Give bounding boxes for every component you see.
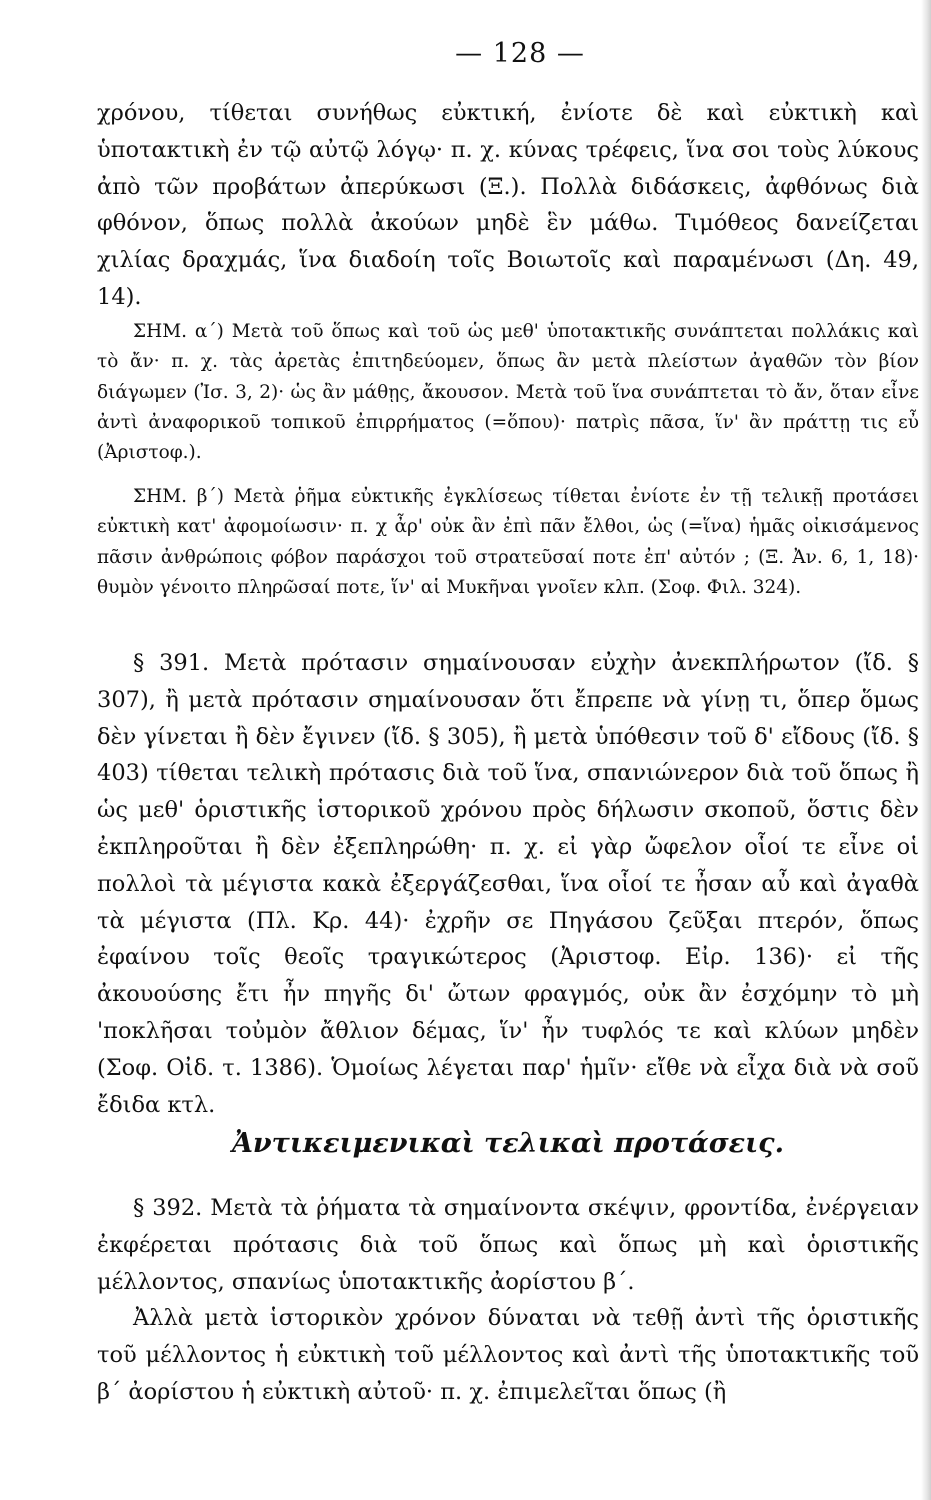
- section-392-continuation: Ἀλλὰ μετὰ ἱστορικὸν χρόνον δύναται νὰ τεθῇ ἀντὶ τῆς ὁριστικῆς τοῦ μέλλοντος ἡ εὐκτικὴ τοῦ μέλλοντος καὶ ἀντὶ τῆς ὑποτακτικῆς τοῦ β΄ ἀορίστου ἡ εὐκτικὴ αὐτοῦ· π. χ. ἐπιμελεῖται ὅπως (ἢ: [97, 1305, 919, 1405]
- section-391: [97, 645, 919, 1123]
- section-392: [97, 1190, 919, 1411]
- paragraph-continuation: [97, 95, 919, 316]
- paragraph-text: χρόνου, τίθεται συνήθως εὐκτική, ἐνίοτε δὲ καὶ εὐκτικὴ καὶ ὑποτακτικὴ ἐν τῷ αὐτῷ λόγῳ· π. χ. κύνας τρέφεις, ἵνα σοι τοὺς λύκους ἀπὸ τῶν προβάτων ἀπερύκωσι (Ξ.). Πολλὰ διδάσκεις, ἀφθόνως διὰ φθόνον, ὅπως πολλὰ ἀκούων μηδὲ ἓν μάθω. Τιμόθεος δανείζεται χιλίας δραχμάς, ἵνα διαδοίη τοῖς Βοιωτοῖς καὶ παραμένωσι (Δη. 49, 14).: [97, 100, 919, 310]
- section-heading: Ἀντικειμενικαὶ τελικαὶ προτάσεις.: [231, 1128, 785, 1159]
- note-alpha: [97, 317, 919, 468]
- page-edge-shadow: [921, 0, 931, 1500]
- page-number: — 128 —: [455, 38, 585, 69]
- note-beta-text: ΣΗΜ. β΄) Μετὰ ῥῆμα εὐκτικῆς ἐγκλίσεως τίθεται ἐνίοτε ἐν τῇ τελικῇ προτάσει εὐκτικὴ κατ' ἀφομοίωσιν· π. χ ἆρ' οὐκ ἂν ἐπὶ πᾶν ἔλθοι, ὡς (=ἵνα) ἡμᾶς οἰκισάμενος πᾶσιν ἀνθρώποις φόβον παράσχοι τοῦ στρατεῦσαί ποτε ἐπ' αὐτόν ; (Ξ. Ἀν. 6, 1, 18)· θυμὸν γένοιτο πληρῶσαί ποτε, ἵν' αἱ Μυκῆναι γνοῖεν κλπ. (Σοφ. Φιλ. 324).: [97, 486, 919, 598]
- note-beta: [97, 482, 919, 603]
- section-392-text: § 392. Μετὰ τὰ ῥήματα τὰ σημαίνοντα σκέψιν, φροντίδα, ἐνέργειαν ἐκφέρεται πρότασις διὰ τοῦ ὅπως καὶ ὅπως μὴ καὶ ὁριστικῆς μέλλοντος, σπανίως ὑποτακτικῆς ἀορίστου β΄.: [97, 1195, 919, 1295]
- section-391-text: § 391. Μετὰ πρότασιν σημαίνουσαν εὐχὴν ἀνεκπλήρωτον (ἴδ. § 307), ἢ μετὰ πρότασιν σημαίνουσαν ὅτι ἔπρεπε νὰ γίνῃ τι, ὅπερ ὅμως δὲν γίνεται ἢ δὲν ἔγινεν (ἴδ. § 305), ἢ μετὰ ὑπόθεσιν τοῦ δ' εἴδους (ἴδ. § 403) τίθεται τελικὴ πρότασις διὰ τοῦ ἵνα, σπανιώνερον διὰ τοῦ ὅπως ἢ ὡς μεθ' ὁριστικῆς ἱστορικοῦ χρόνου πρὸς δήλωσιν σκοποῦ, ὅστις δὲν ἐκπληροῦται ἢ δὲν ἐξεπληρώθη· π. χ. εἰ γὰρ ὤφελον οἷοί τε εἶνε οἱ πολλοὶ τὰ μέγιστα κακὰ ἐξεργάζεσθαι, ἵνα οἷοί τε ἦσαν αὖ καὶ ἀγαθὰ τὰ μέγιστα (Πλ. Κρ. 44)· ἐχρῆν σε Πηγάσου ζεῦξαι πτερόν, ὅπως ἐφαίνου τοῖς θεοῖς τραγικώτερος (Ἀριστοφ. Εἰρ. 136)· εἰ τῆς ἀκουούσης ἔτι ἦν πηγῆς δι' ὤτων φραγμός, οὐκ ἂν ἐσχόμην τὸ μὴ 'ποκλῆσαι τοὐμὸν ἄθλιον δέμας, ἵν' ἦν τυφλός τε καὶ κλύων μηδὲν (Σοφ. Οἰδ. τ. 1386). Ὁμοίως λέγεται παρ' ἡμῖν· εἴθε νὰ εἶχα διὰ νὰ σοῦ ἔδιδα κτλ.: [97, 650, 919, 1118]
- note-alpha-text: ΣΗΜ. α΄) Μετὰ τοῦ ὅπως καὶ τοῦ ὡς μεθ' ὑποτακτικῆς συνάπτεται πολλάκις καὶ τὸ ἄν· π. χ. τὰς ἀρετὰς ἐπιτηδεύομεν, ὅπως ἂν μετὰ πλείστων ἀγαθῶν τὸν βίον διάγωμεν (Ἰσ. 3, 2)· ὡς ἂν μάθῃς, ἄκουσον. Μετὰ τοῦ ἵνα συνάπτεται τὸ ἄν, ὅταν εἶνε ἀντὶ ἀναφορικοῦ τοπικοῦ ἐπιρρήματος (=ὅπου)· πατρὶς πᾶσα, ἵν' ἂν πράττῃ τις εὖ (Ἀριστοφ.).: [97, 321, 919, 464]
